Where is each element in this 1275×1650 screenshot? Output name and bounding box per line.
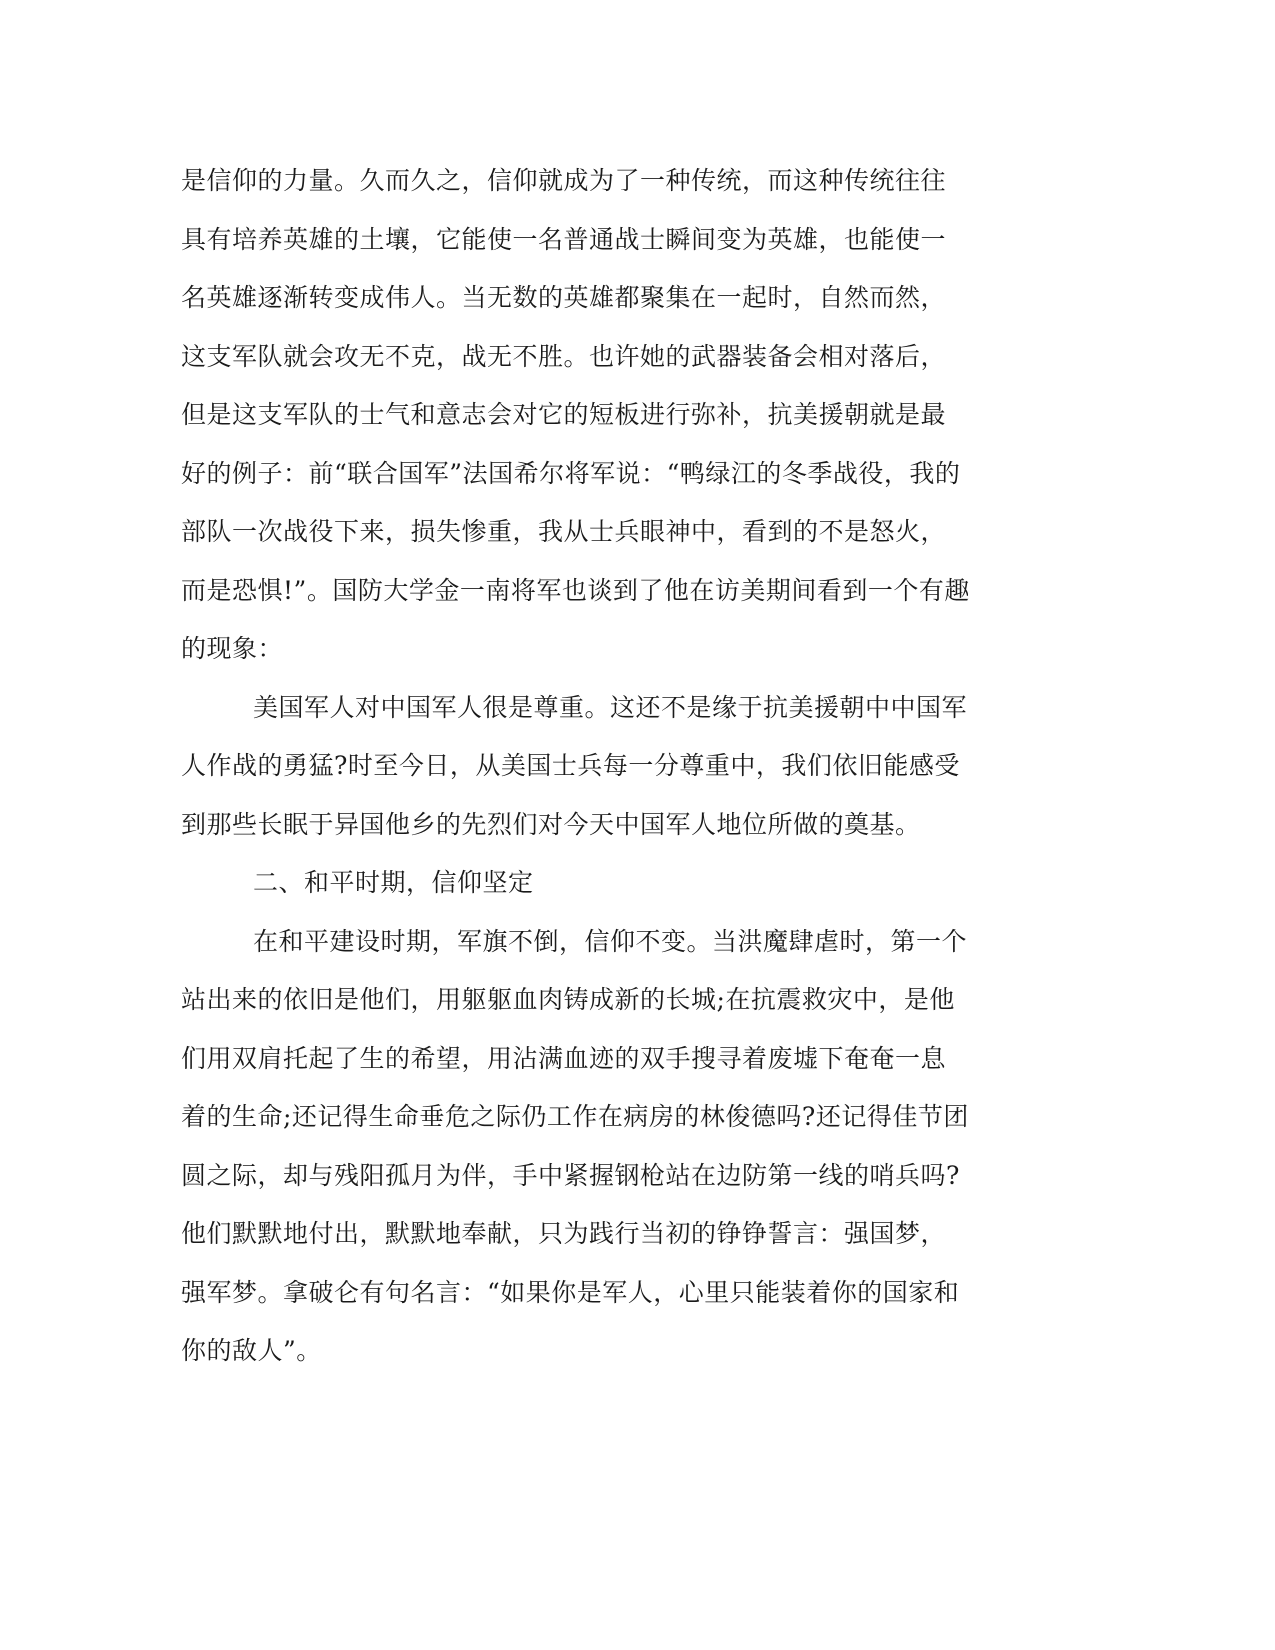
text-line: 到那些长眠于异国他乡的先烈们对今天中国军人地位所做的奠基。 xyxy=(181,809,921,839)
text-line: 圆之际，却与残阳孤月为伴，手中紧握钢枪站在边防第一线的哨兵吗? xyxy=(181,1160,960,1190)
text-line: 他们默默地付出，默默地奉献，只为践行当初的铮铮誓言：强国梦， xyxy=(181,1219,947,1248)
text-line: 名英雄逐渐转变成伟人。当无数的英雄都聚集在一起时，自然而然， xyxy=(181,283,947,312)
text-line: 的现象： xyxy=(181,634,284,663)
text-line: 好的例子：前“联合国军”法国希尔将军说：“鸭绿江的冬季战役，我的 xyxy=(181,458,961,488)
text-line: 而是恐惧!”。国防大学金一南将军也谈到了他在访美期间看到一个有趣 xyxy=(181,575,970,605)
text-line: 你的敌人”。 xyxy=(181,1336,322,1365)
text-line: 具有培养英雄的土壤，它能使一名普通战士瞬间变为英雄，也能使一 xyxy=(181,224,947,254)
text-line: 着的生命;还记得生命垂危之际仍工作在病房的林俊德吗?还记得佳节团 xyxy=(181,1102,969,1131)
text-line: 在和平建设时期，军旗不倒，信仰不变。当洪魔肆虐时，第一个 xyxy=(253,926,968,956)
text-line: 美国军人对中国军人很是尊重。这还不是缘于抗美援朝中中国军 xyxy=(253,692,968,722)
text-line: 但是这支军队的士气和意志会对它的短板进行弥补，抗美援朝就是最 xyxy=(181,400,947,429)
text-line: 部队一次战役下来，损失惨重，我从士兵眼神中，看到的不是怒火， xyxy=(181,517,947,546)
text-line: 人作战的勇猛?时至今日，从美国士兵每一分尊重中，我们依旧能感受 xyxy=(181,751,960,780)
text-line: 是信仰的力量。久而久之，信仰就成为了一种传统，而这种传统往往 xyxy=(181,166,947,195)
text-line: 这支军队就会攻无不克，战无不胜。也许她的武器装备会相对落后， xyxy=(181,341,947,371)
body-text xyxy=(181,152,1051,1381)
text-line: 站出来的依旧是他们，用躯躯血肉铸成新的长城;在抗震救灾中，是他 xyxy=(181,985,955,1014)
text-line: 们用双肩托起了生的希望，用沾满血迹的双手搜寻着废墟下奄奄一息 xyxy=(181,1043,947,1073)
section-heading: 二、和平时期，信仰坚定 xyxy=(253,868,534,897)
text-line: 强军梦。拿破仑有句名言：“如果你是军人，心里只能装着你的国家和 xyxy=(181,1277,960,1307)
